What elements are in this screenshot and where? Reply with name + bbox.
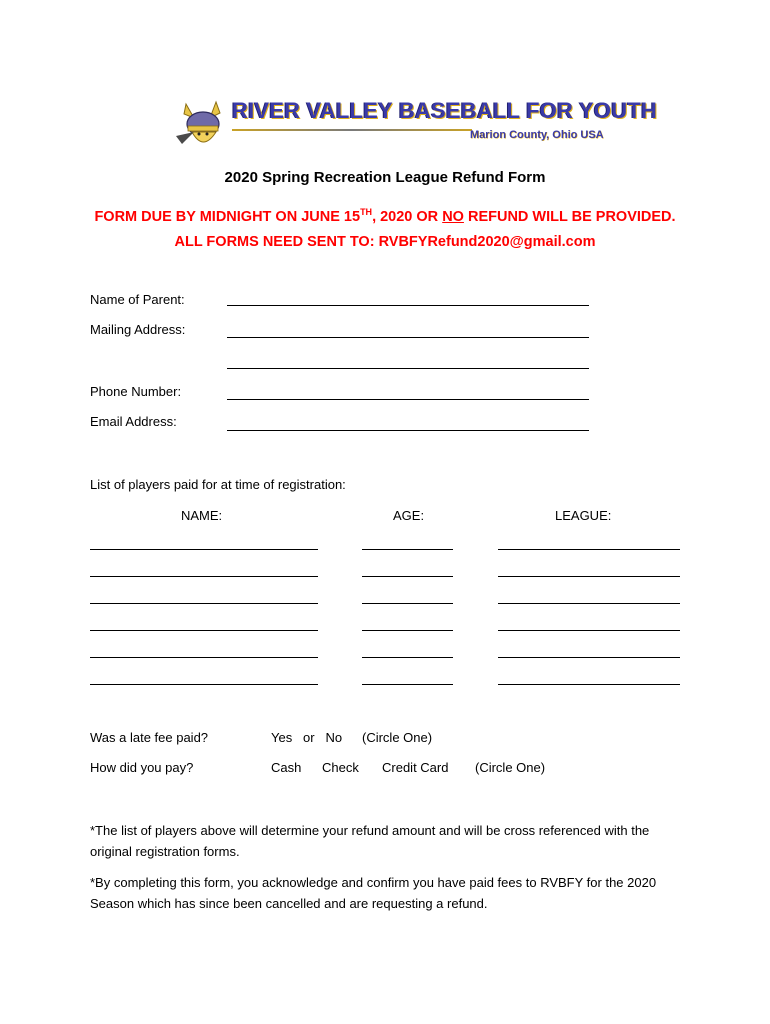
player-name-field[interactable] xyxy=(90,576,318,577)
player-name-field[interactable] xyxy=(90,603,318,604)
player-age-field[interactable] xyxy=(362,684,453,685)
parent-name-label: Name of Parent: xyxy=(90,292,185,307)
payment-hint: (Circle One) xyxy=(475,760,546,775)
payment-option-cash[interactable]: Cash xyxy=(271,760,302,775)
player-league-field[interactable] xyxy=(498,657,680,658)
notice-part-3: REFUND WILL BE PROVIDED. ALL FORMS NEED SENT TO: RVBFYRefund2020@gmail.com xyxy=(174,208,676,250)
player-name-field[interactable] xyxy=(90,549,318,550)
email-address-label: Email Address: xyxy=(90,414,177,429)
phone-number-field[interactable] xyxy=(227,399,589,400)
parent-name-field[interactable] xyxy=(227,305,589,306)
brand-underline xyxy=(232,129,472,131)
note-acknowledgement: *By completing this form, you acknowledge and confirm you have paid fees to RVBFY for the 2020 Season which has since been cancelled and are requesting a refund. xyxy=(90,875,657,911)
notice-part-1: FORM DUE BY MIDNIGHT ON JUNE 15 xyxy=(94,208,361,225)
column-name-header: NAME: xyxy=(181,508,223,523)
mailing-address-field-line-2[interactable] xyxy=(227,368,589,369)
column-age-header: AGE: xyxy=(393,508,425,523)
due-notice xyxy=(90,200,680,255)
payment-option-check[interactable]: Check xyxy=(322,760,359,775)
late-fee-question: Was a late fee paid? xyxy=(90,730,209,745)
note-cross-reference: *The list of players above will determine your refund amount and will be cross referenced with the original registration forms. xyxy=(90,823,650,859)
player-league-field[interactable] xyxy=(498,549,680,550)
mailing-address-label: Mailing Address: xyxy=(90,322,186,337)
notice-part-2: , 2020 OR xyxy=(372,208,443,225)
notice-no: NO xyxy=(442,208,464,225)
players-intro: List of players paid for at time of registration: xyxy=(90,477,346,492)
player-age-field[interactable] xyxy=(362,657,453,658)
org-name: RIVER VALLEY BASEBALL FOR YOUTH xyxy=(232,98,658,123)
player-name-field[interactable] xyxy=(90,684,318,685)
payment-method-question: How did you pay? xyxy=(90,760,194,775)
viking-logo-icon xyxy=(172,96,232,154)
late-fee-options[interactable]: Yes or No xyxy=(271,730,343,745)
player-age-field[interactable] xyxy=(362,576,453,577)
player-league-field[interactable] xyxy=(498,603,680,604)
column-league-header: LEAGUE: xyxy=(555,508,612,523)
player-league-field[interactable] xyxy=(498,576,680,577)
player-age-field[interactable] xyxy=(362,549,453,550)
phone-number-label: Phone Number: xyxy=(90,384,182,399)
notice-superscript: TH xyxy=(360,207,373,217)
late-fee-hint: (Circle One) xyxy=(362,730,433,745)
player-name-field[interactable] xyxy=(90,657,318,658)
player-age-field[interactable] xyxy=(362,603,453,604)
player-league-field[interactable] xyxy=(498,630,680,631)
form-title: 2020 Spring Recreation League Refund Form xyxy=(224,169,546,186)
player-name-field[interactable] xyxy=(90,630,318,631)
player-age-field[interactable] xyxy=(362,630,453,631)
payment-option-credit-card[interactable]: Credit Card xyxy=(382,760,449,775)
mailing-address-field-line-1[interactable] xyxy=(227,337,589,338)
player-league-field[interactable] xyxy=(498,684,680,685)
email-address-field[interactable] xyxy=(227,430,589,431)
org-location: Marion County, Ohio USA xyxy=(470,129,604,141)
